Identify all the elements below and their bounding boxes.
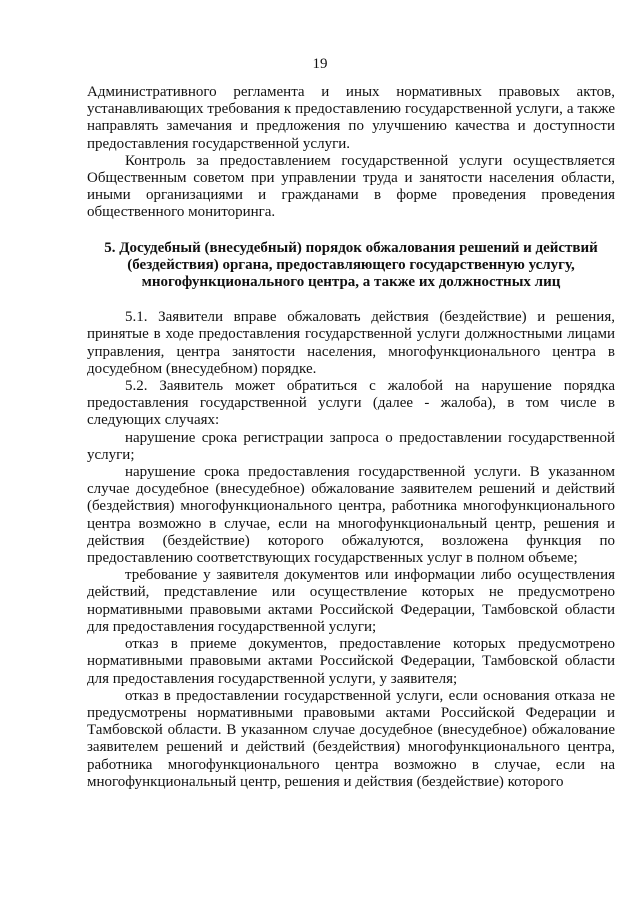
paragraph-registration-violation: нарушение срока регистрации запроса о предоставлении государственной услуги; <box>87 429 615 463</box>
paragraph-5-1: 5.1. Заявители вправе обжаловать действия (бездействие) и решения, принятые в ходе предоставления государственной услуги должностными лицами управления, центра занятости населения, многофункционального центра в досудебном (внесудебном) порядке. <box>87 309 615 377</box>
paragraph-service-refusal: отказ в предоставлении государственной услуги, если основания отказа не предусмотрены нормативными правовыми актами Российской Федерации и Тамбовской области. В указанном случае досудебное (внесудебное) обжалование заявителем решений и действий (бездействия) многофункционального центра, работника многофункционального центра возможно в случае, если на многофункциональный центр, решения и действия (бездействие) которого <box>87 687 615 790</box>
section-heading: 5. Досудебный (внесудебный) порядок обжалования решений и действий (бездействия) органа, предоставляющего государственную услугу, многофункционального центра, а также их должностных лиц <box>104 239 598 291</box>
paragraph-public-control: Контроль за предоставлением государственной услуги осуществляется Общественным советом при управлении труда и занятости населения области, иными организациями и гражданами в форме проведения проведения общественного мониторинга. <box>87 152 615 221</box>
page-number: 19 <box>312 56 328 72</box>
document-body <box>87 84 615 791</box>
paragraph-term-violation: нарушение срока предоставления государственной услуги. В указанном случае досудебное (внесудебное) обжалование заявителем решений и действий (бездействия) многофункционального центра, работника многофункционального центра возможно в случае, если на многофункциональный центр, решения и действия (бездействие) которого обжалуются, возложена функция по предоставлению соответствующих государственных услуг в полном объеме; <box>87 464 615 567</box>
paragraph-regulation-intro: Административного регламента и иных нормативных правовых актов, устанавливающих требования к предоставлению государственной услуги, а также направлять замечания и предложения по улучшению качества и доступности предоставления государственной услуги. <box>87 84 615 152</box>
paragraph-5-2: 5.2. Заявитель может обратиться с жалобой на нарушение порядка предоставления государственной услуги (далее - жалоба), в том числе в следующих случаях: <box>87 378 615 429</box>
paragraph-document-demand: требование у заявителя документов или информации либо осуществления действий, представление или осуществление которых не предусмотрено нормативными правовыми актами Российской Федерации, Тамбовской области для предоставления государственной услуги; <box>87 567 615 635</box>
paragraph-document-refusal: отказ в приеме документов, предоставление которых предусмотрено нормативными правовыми актами Российской Федерации, Тамбовской области для предоставления государственной услуги, у заявителя; <box>87 636 615 687</box>
